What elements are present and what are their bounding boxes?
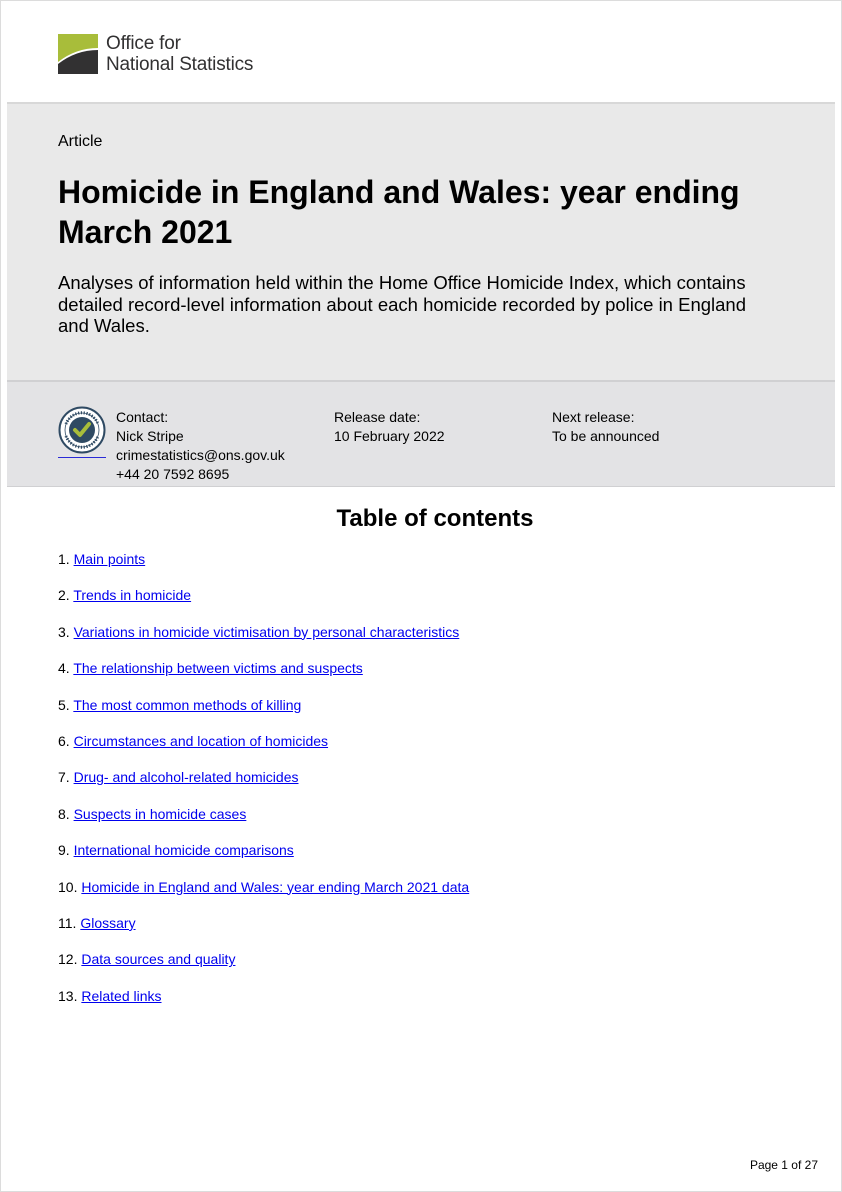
toc-link[interactable]: The most common methods of killing <box>73 696 302 713</box>
toc-item-number: 9. <box>58 842 70 859</box>
logo-text <box>106 33 253 75</box>
logo-line-1: Office for <box>106 33 181 54</box>
toc-item-number: 4. <box>58 660 70 677</box>
ons-logo[interactable] <box>58 33 253 75</box>
toc-item <box>58 877 469 913</box>
toc-link[interactable]: Suspects in homicide cases <box>73 805 247 822</box>
release-date-label: Release date: <box>334 409 421 425</box>
page-number: Page 1 of 27 <box>749 1158 818 1172</box>
release-date-value: 10 February 2022 <box>334 428 445 444</box>
table-of-contents <box>58 549 469 1022</box>
toc-item <box>58 658 469 694</box>
toc-link[interactable]: Main points <box>73 551 146 567</box>
toc-item-number: 8. <box>58 805 70 822</box>
toc-item <box>58 622 469 658</box>
contact-email[interactable]: crimestatistics@ons.gov.uk <box>116 447 285 463</box>
toc-item-number: 2. <box>58 587 70 604</box>
article-summary: Analyses of information held within the Home Office Homicide Index, which contains detailed record-level information about each homicide recorded by police in England and Wales. <box>58 272 746 336</box>
badge-link-underline <box>58 457 106 458</box>
toc-item <box>58 840 469 876</box>
toc-item <box>58 767 469 803</box>
toc-link[interactable]: Glossary <box>80 914 136 931</box>
toc-item-number: 13. <box>58 987 78 1004</box>
toc-link[interactable]: Trends in homicide <box>73 587 192 604</box>
toc-item-number: 5. <box>58 696 70 713</box>
toc-link[interactable]: International homicide comparisons <box>73 842 294 859</box>
toc-link[interactable]: Variations in homicide victimisation by personal characteristics <box>73 623 460 640</box>
toc-item-number: 7. <box>58 769 70 786</box>
toc-link[interactable]: The relationship between victims and suspects <box>73 660 363 677</box>
next-release-value: To be announced <box>552 428 660 444</box>
contact-block <box>116 408 285 484</box>
contact-name: Nick Stripe <box>116 428 184 444</box>
toc-item-number: 1. <box>58 551 70 567</box>
toc-item <box>58 804 469 840</box>
toc-item <box>58 949 469 985</box>
toc-link[interactable]: Homicide in England and Wales: year ending March 2021 data <box>81 878 470 895</box>
toc-link[interactable]: Drug- and alcohol-related homicides <box>73 769 299 786</box>
contact-label: Contact: <box>116 409 169 425</box>
toc-item-number: 12. <box>58 951 78 968</box>
next-release-block <box>552 408 659 446</box>
toc-item <box>58 913 469 949</box>
toc-item-number: 10. <box>58 878 78 895</box>
toc-item-number: 6. <box>58 732 70 749</box>
toc-item <box>58 549 469 585</box>
toc-item <box>58 986 469 1022</box>
article-header <box>7 102 835 382</box>
toc-item <box>58 695 469 731</box>
toc-link[interactable]: Related links <box>81 987 162 1004</box>
toc-item <box>58 585 469 621</box>
toc-item-number: 11. <box>58 914 77 931</box>
release-date-block <box>334 408 445 446</box>
toc-item <box>58 731 469 767</box>
toc-title: Table of contents <box>336 505 534 532</box>
national-statistics-badge-icon[interactable] <box>58 406 106 454</box>
toc-link[interactable]: Data sources and quality <box>81 951 236 968</box>
page-title: Homicide in England and Wales: year ending March 2021 <box>58 174 740 250</box>
ons-logo-icon <box>58 34 98 74</box>
toc-link[interactable]: Circumstances and location of homicides <box>73 732 329 749</box>
content-type-label: Article <box>58 133 103 150</box>
logo-line-2: National Statistics <box>106 54 254 75</box>
next-release-label: Next release: <box>552 409 635 425</box>
contact-phone: +44 20 7592 8695 <box>116 466 230 482</box>
release-meta <box>7 380 835 487</box>
toc-item-number: 3. <box>58 623 70 640</box>
